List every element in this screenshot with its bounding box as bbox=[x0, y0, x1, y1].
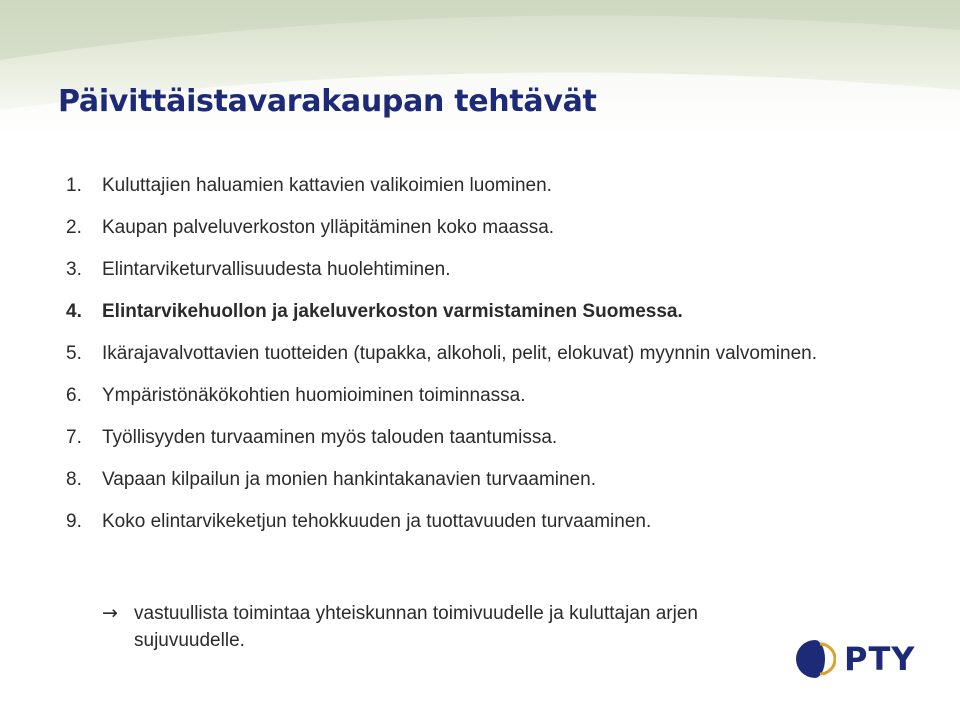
task-number: 5. bbox=[66, 343, 82, 364]
task-item bbox=[66, 258, 926, 282]
task-item bbox=[66, 216, 926, 240]
pty-logo bbox=[794, 636, 926, 682]
task-number: 1. bbox=[66, 175, 82, 196]
task-text: Kuluttajien haluamien kattavien valikoimien luominen. bbox=[102, 175, 552, 196]
task-number: 9. bbox=[66, 511, 82, 532]
task-text: Koko elintarvikeketjun tehokkuuden ja tuottavuuden turvaaminen. bbox=[102, 511, 652, 532]
task-item bbox=[66, 426, 926, 450]
pty-logo-text: PTY bbox=[844, 640, 916, 678]
task-text: Työllisyyden turvaaminen myös talouden taantumissa. bbox=[102, 427, 558, 448]
task-item bbox=[66, 468, 926, 492]
task-item bbox=[66, 174, 926, 198]
task-text: Vapaan kilpailun ja monien hankintakanavien turvaaminen. bbox=[102, 469, 596, 490]
task-list bbox=[66, 174, 926, 552]
task-number: 4. bbox=[66, 301, 82, 322]
pty-logo-mark-icon bbox=[794, 638, 836, 680]
task-number: 2. bbox=[66, 217, 82, 238]
task-text: Ikärajavalvottavien tuotteiden (tupakka, alkoholi, pelit, elokuvat) myynnin valvominen. bbox=[102, 343, 817, 364]
task-item bbox=[66, 342, 926, 366]
page-title: Päivittäistavarakaupan tehtävät bbox=[58, 84, 597, 119]
task-number: 6. bbox=[66, 385, 82, 406]
task-number: 7. bbox=[66, 427, 82, 448]
task-item bbox=[66, 510, 926, 534]
task-text: Kaupan palveluverkoston ylläpitäminen koko maassa. bbox=[102, 217, 555, 238]
task-item bbox=[66, 384, 926, 408]
task-number: 3. bbox=[66, 259, 82, 280]
task-number: 8. bbox=[66, 469, 82, 490]
arrow-right-icon: → bbox=[102, 602, 118, 624]
task-text: Elintarvikehuollon ja jakeluverkoston varmistaminen Suomessa. bbox=[102, 301, 683, 322]
conclusion-text: vastuullista toimintaa yhteiskunnan toimivuudelle ja kuluttajan arjen sujuvuudelle. bbox=[134, 603, 698, 651]
task-item bbox=[66, 300, 926, 324]
task-text: Ympäristönäkökohtien huomioiminen toiminnassa. bbox=[102, 385, 526, 406]
conclusion bbox=[102, 600, 742, 654]
header-swoosh-decoration bbox=[0, 0, 960, 140]
task-text: Elintarviketurvallisuudesta huolehtiminen. bbox=[102, 259, 451, 280]
